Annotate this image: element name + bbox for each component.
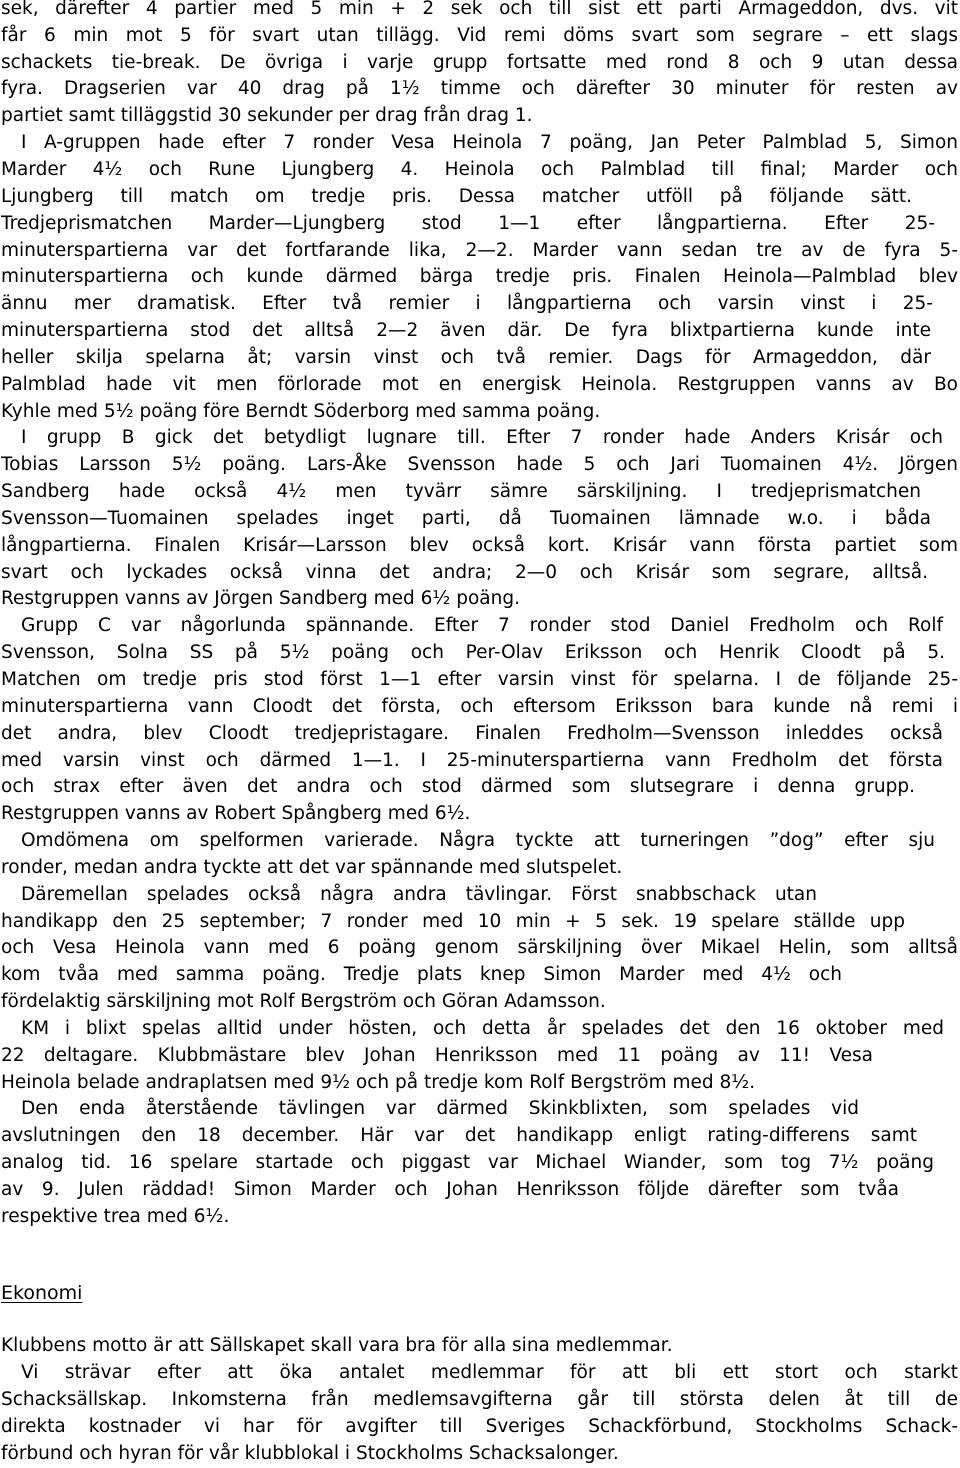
- paragraph-line: minuterspartierna stod det alltså 2—2 även där. De fyra blixtpartierna kunde inte: [1, 320, 931, 341]
- paragraph-line: Restgruppen vanns av Jörgen Sandberg med 6½ poäng.: [1, 588, 520, 609]
- paragraph-line: respektive trea med 6½.: [1, 1206, 230, 1227]
- paragraph-line: sek, därefter 4 partier med 5 min + 2 sek och till sist ett parti Armageddon, dvs. vit: [1, 0, 958, 19]
- paragraph-line: kom tvåa med samma poäng. Tredje plats knep Simon Marder med 4½ och: [1, 964, 842, 985]
- paragraph-line: analog tid. 16 spelare startade och piggast var Michael Wiander, som tog 7½ poäng: [1, 1152, 934, 1173]
- paragraph-line: Palmblad hade vit men förlorade mot en energisk Heinola. Restgruppen vanns av Bo: [1, 374, 958, 395]
- paragraph-line: förbund och hyran för vår klubblokal i Stockholms Schacksalonger.: [1, 1443, 619, 1464]
- paragraph-line: minuterspartierna vann Cloodt det första, och eftersom Eriksson bara kunde nå remi i: [1, 696, 958, 717]
- paragraph-line: I grupp B gick det betydligt lugnare till. Efter 7 ronder hade Anders Krisár och: [21, 427, 943, 448]
- paragraph-line: Vi strävar efter att öka antalet medlemmar för att bli ett stort och starkt: [21, 1362, 958, 1383]
- paragraph-line: ännu mer dramatisk. Efter två remier i långpartierna och varsin vinst i 25-: [1, 293, 933, 314]
- paragraph-line: Tredjeprismatchen Marder—Ljungberg stod 1—1 efter långpartierna. Efter 25-: [1, 213, 935, 234]
- paragraph-line: heller skilja spelarna åt; varsin vinst och två remier. Dags för Armageddon, där: [1, 347, 931, 368]
- paragraph-line: Kyhle med 5½ poäng före Berndt Söderborg med samma poäng.: [1, 401, 601, 422]
- paragraph-line: avslutningen den 18 december. Här var det handikapp enligt rating-differens samt: [1, 1125, 917, 1146]
- paragraph-line: Schacksällskap. Inkomsterna från medlemsavgifterna går till största delen åt till de: [1, 1389, 958, 1410]
- paragraph-line: Omdömena om spelformen varierade. Några tyckte att turneringen ”dog” efter sju: [21, 830, 935, 851]
- paragraph-line: Sandberg hade också 4½ men tyvärr sämre särskiljning. I tredjeprismatchen: [1, 481, 921, 502]
- paragraph-line: svart och lyckades också vinna det andra; 2—0 och Krisár som segrare, alltså.: [1, 562, 928, 583]
- paragraph-line: handikapp den 25 september; 7 ronder med 10 min + 5 sek. 19 spelare ställde upp: [1, 911, 905, 932]
- paragraph-line: Marder 4½ och Rune Ljungberg 4. Heinola och Palmblad till final; Marder och: [1, 159, 958, 180]
- paragraph-line: långpartierna. Finalen Krisár—Larsson blev också kort. Krisár vann första partiet som: [1, 535, 958, 556]
- paragraph-line: det andra, blev Cloodt tredjepristagare. Finalen Fredholm—Svensson inleddes också: [1, 723, 943, 744]
- paragraph-line: fördelaktig särskiljning mot Rolf Bergström och Göran Adamsson.: [1, 991, 606, 1012]
- paragraph-line: schackets tie-break. De övriga i varje grupp fortsatte med rond 8 och 9 utan dessa: [1, 52, 958, 73]
- paragraph-line: Matchen om tredje pris stod först 1—1 efter varsin vinst för spelarna. I de följande 25-: [1, 669, 958, 690]
- paragraph-line: 22 deltagare. Klubbmästare blev Johan Henriksson med 11 poäng av 11! Vesa: [1, 1045, 873, 1066]
- paragraph-line: direkta kostnader vi har för avgifter till Sveriges Schackförbund, Stockholms Schack-: [1, 1416, 958, 1437]
- paragraph-line: partiet samt tilläggstid 30 sekunder per drag från drag 1.: [1, 105, 533, 126]
- paragraph-line: Grupp C var någorlunda spännande. Efter 7 ronder stod Daniel Fredholm och Rolf: [21, 615, 943, 636]
- paragraph-line: Ljungberg till match om tredje pris. Dessa matcher utföll på följande sätt.: [1, 186, 912, 207]
- paragraph-line: KM i blixt spelas alltid under hösten, och detta år spelades det den 16 oktober med: [21, 1018, 944, 1039]
- paragraph-line: och Vesa Heinola vann med 6 poäng genom särskiljning över Mikael Helin, som alltså: [1, 937, 958, 958]
- paragraph-line: Däremellan spelades också några andra tävlingar. Först snabbschack utan: [21, 884, 817, 905]
- paragraph-line: och strax efter även det andra och stod därmed som slutsegrare i denna grupp.: [1, 776, 915, 797]
- paragraph-line: Tobias Larsson 5½ poäng. Lars-Åke Svensson hade 5 och Jari Tuomainen 4½. Jörgen: [1, 454, 958, 475]
- paragraph-line: ronder, medan andra tyckte att det var spännande med slutspelet.: [1, 857, 623, 878]
- paragraph-line: Svensson, Solna SS på 5½ poäng och Per-Olav Eriksson och Henrik Cloodt på 5.: [1, 642, 945, 663]
- paragraph-line: med varsin vinst och därmed 1—1. I 25-minuterspartierna vann Fredholm det första: [1, 750, 943, 771]
- section-heading: Ekonomi: [1, 1282, 83, 1304]
- paragraph-line: minuterspartierna och kunde därmed bärga tredje pris. Finalen Heinola—Palmblad blev: [1, 266, 958, 287]
- paragraph-line: Den enda återstående tävlingen var därmed Skinkblixten, som spelades vid: [21, 1098, 859, 1119]
- paragraph-line: Restgruppen vanns av Robert Spångberg med 6½.: [1, 803, 471, 824]
- paragraph-line: minuterspartierna var det fortfarande lika, 2—2. Marder vann sedan tre av de fyra 5-: [1, 240, 958, 261]
- paragraph-line: I A-gruppen hade efter 7 ronder Vesa Heinola 7 poäng, Jan Peter Palmblad 5, Simon: [21, 132, 958, 153]
- paragraph-line: av 9. Julen räddad! Simon Marder och Johan Henriksson följde därefter som tvåa: [1, 1179, 899, 1200]
- paragraph-line: Heinola belade andraplatsen med 9½ och på tredje kom Rolf Bergström med 8½.: [1, 1072, 756, 1093]
- paragraph-line: får 6 min mot 5 för svart utan tillägg. Vid remi döms svart som segrare – ett slags: [1, 25, 958, 46]
- paragraph-line: Svensson—Tuomainen spelades inget parti, då Tuomainen lämnade w.o. i båda: [1, 508, 931, 529]
- paragraph-line: fyra. Dragserien var 40 drag på 1½ timme och därefter 30 minuter för resten av: [1, 78, 958, 99]
- paragraph-line: Klubbens motto är att Sällskapet skall vara bra för alla sina medlemmar.: [1, 1335, 673, 1356]
